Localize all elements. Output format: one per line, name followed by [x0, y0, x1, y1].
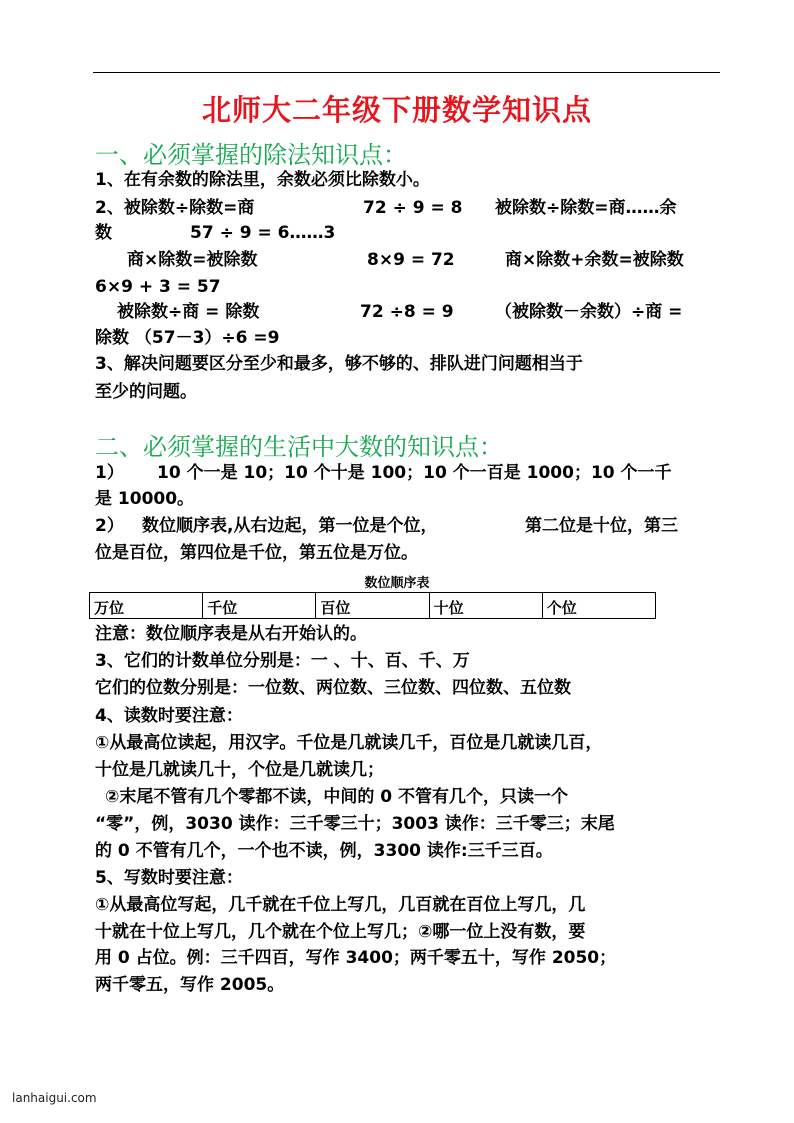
s1-line2-formula: 2、被除数÷除数=商	[95, 198, 255, 218]
s2-line1-num: 1）	[95, 463, 124, 483]
s1-line2-formula2: 被除数÷除数=商……余	[495, 198, 677, 218]
s2-p5a: ①从最高位写起，几千就在千位上写几，几百就在百位上写几，几	[95, 895, 586, 915]
s1-line8: 3、解决问题要区分至少和最多，够不够的、排队进门问题相当于	[95, 354, 583, 374]
s1-line2-example: 72 ÷ 9 = 8	[363, 198, 463, 218]
s2-p4-heading: 4、读数时要注意：	[95, 706, 243, 726]
table-note: 注意：数位顺序表是从右开始认的。	[95, 624, 367, 644]
s1-line5: 6×9 + 3 = 57	[95, 277, 221, 297]
s1-line3-example: 57 ÷ 9 = 6……3	[190, 223, 336, 243]
s2-p4e: 的 0 不管有几个，一个也不读，例，3300 读作:三千三百。	[95, 841, 553, 861]
s2-line3-text2: 第二位是十位，第三	[525, 516, 678, 536]
page-title: 北师大二年级下册数学知识点	[201, 93, 592, 127]
table-cell-shi: 十位	[429, 593, 542, 619]
s2-line1-text: 10 个一是 10；10 个十是 100；10 个一百是 1000；10 个一千	[157, 463, 672, 483]
s2-p5c: 用 0 占位。例：三千四百，写作 3400；两千零五十，写作 2050；	[95, 948, 617, 968]
section1-heading: 一、必须掌握的除法知识点：	[95, 141, 407, 169]
s2-p4b: 十位是几就读几十，个位是几就读几；	[95, 760, 384, 780]
s1-line7: 除数 （57－3）÷6 =9	[95, 328, 280, 348]
s1-line3-word: 数	[95, 223, 112, 243]
s2-line3-text: 数位顺序表,从右边起，第一位是个位，	[142, 516, 438, 536]
s1-line9: 至少的问题。	[95, 382, 197, 402]
s1-line6-formula: 被除数÷商 = 除数	[117, 302, 260, 322]
table-cell-wan: 万位	[90, 593, 203, 619]
table-cell-ge: 个位	[542, 593, 655, 619]
digit-place-table	[89, 592, 656, 619]
s2-line4: 位是百位，第四位是千位，第五位是万位。	[95, 543, 418, 563]
s2-p3a: 3、它们的计数单位分别是：一 、十、百、千、万	[95, 651, 470, 671]
footer-watermark: lanhaigui.com	[12, 1091, 97, 1105]
s2-line3-num: 2）	[95, 516, 124, 536]
s1-line4-formula2: 商×除数+余数=被除数	[505, 250, 684, 270]
s2-p5-heading: 5、写数时要注意：	[95, 868, 243, 888]
table-caption: 数位顺序表	[364, 576, 430, 591]
s2-p5b: 十就在十位上写几，几个就在个位上写几；②哪一位上没有数，要	[95, 922, 586, 942]
s1-line1: 1、在有余数的除法里，余数必须比除数小。	[95, 170, 430, 190]
table-cell-bai: 百位	[316, 593, 429, 619]
top-rule	[93, 72, 720, 73]
s1-line4-example: 8×9 = 72	[367, 250, 455, 270]
s2-p4c: ②末尾不管有几个零都不读，中间的 0 不管有几个，只读一个	[105, 787, 569, 807]
s1-line6-formula2: （被除数－余数）÷商 =	[495, 302, 683, 322]
s2-line2: 是 10000。	[95, 489, 195, 509]
s2-p4a: ①从最高位读起，用汉字。千位是几就读几千，百位是几就读几百，	[95, 733, 603, 753]
s2-p3b: 它们的位数分别是：一位数、两位数、三位数、四位数、五位数	[95, 678, 571, 698]
s2-p5d: 两千零五，写作 2005。	[95, 975, 285, 995]
s2-p4d: “零”，例，3030 读作：三千零三十；3003 读作：三千零三；末尾	[95, 814, 615, 834]
table-cell-qian: 千位	[203, 593, 316, 619]
section2-heading: 二、必须掌握的生活中大数的知识点：	[95, 433, 503, 461]
s1-line4-formula: 商×除数=被除数	[127, 250, 258, 270]
s1-line6-example: 72 ÷8 = 9	[360, 302, 454, 322]
